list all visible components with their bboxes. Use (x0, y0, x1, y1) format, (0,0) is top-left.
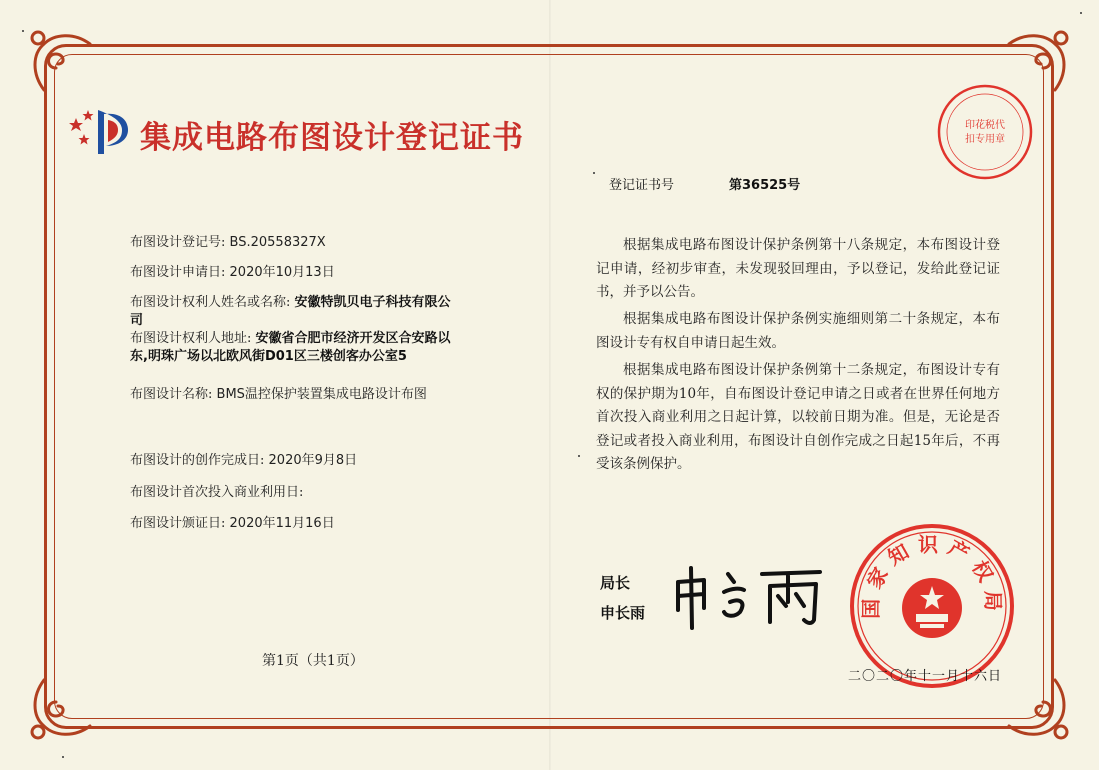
design-name-label: 布图设计名称: (130, 387, 213, 402)
director-title: 局长 (600, 574, 631, 592)
scan-speck (22, 30, 24, 32)
paragraph-effective: 根据集成电路布图设计保护条例实施细则第二十条规定，本布图设计专有权自申请日起生效。 (596, 311, 1000, 351)
address-label: 布图设计权利人地址: (130, 331, 252, 346)
stamp-seal-text: 印花税代扣专用章 (965, 120, 1005, 145)
cert-no-field (609, 174, 801, 193)
scan-speck (1080, 12, 1082, 14)
issue-date-label: 布图设计颁证日: (130, 516, 226, 531)
page-number: 第1页（共1页） (262, 653, 364, 669)
scan-speck (578, 455, 580, 457)
paragraph-registration: 根据集成电路布图设计保护条例第十八条规定，本布图设计登记申请，经初步审查，未发现驳回理由，予以登记，发给此登记证书，并予以公告。 (596, 237, 1000, 300)
director-name: 申长雨 (600, 604, 646, 622)
completion-field (130, 452, 357, 470)
completion-value: 2020年9月8日 (268, 453, 358, 468)
stamp-duty-seal (934, 82, 1036, 182)
address-value: 安徽省合肥市经济开发区合安路以东,明珠广场以北欧风街D01区三楼创客办公室5 (130, 331, 451, 364)
director-signature (670, 562, 830, 632)
paragraph-protection-term: 根据集成电路布图设计保护条例第十二条规定，布图设计专有权的保护期为10年，自布图设计登记申请之日或者在世界任何地方首次投入商业利用之日起计算，以较前日期为准。但是，无论是否登记或者投入商业利用，布图设计自创作完成之日起15年后，不再受该条例保护。 (596, 362, 1000, 472)
apply-date-value: 2020年10月13日 (229, 265, 335, 280)
design-name-field (130, 386, 452, 404)
cert-no-value: 第36525号 (729, 178, 801, 193)
scan-speck (593, 172, 595, 174)
reg-no-label: 布图设计登记号: (130, 235, 226, 250)
corner-ornament-icon (24, 24, 94, 94)
main-seal-text: 国家知识产权局 (858, 532, 1006, 619)
owner-label: 布图设计权利人姓名或名称: (130, 295, 291, 310)
apply-date-field (130, 264, 335, 282)
design-name-value: BMS温控保护装置集成电路设计布图 (216, 387, 427, 402)
national-emblem-icon (902, 578, 962, 638)
reg-no-value: BS.20558327X (229, 235, 326, 250)
ipr-logo-icon (68, 104, 138, 160)
address-field (130, 330, 452, 366)
first-use-label: 布图设计首次投入商业利用日: (130, 485, 304, 500)
apply-date-label: 布图设计申请日: (130, 265, 226, 280)
issue-date-field (130, 515, 335, 533)
corner-ornament-icon (24, 676, 94, 746)
issue-date-bottom: 二〇二〇年十一月十六日 (848, 669, 1003, 684)
first-use-field (130, 484, 303, 502)
certificate-title: 集成电路布图设计登记证书 (140, 120, 524, 156)
issue-date-value: 2020年11月16日 (229, 516, 335, 531)
completion-label: 布图设计的创作完成日: (130, 453, 265, 468)
owner-field (130, 294, 452, 330)
cert-no-label: 登记证书号 (609, 178, 675, 193)
owner-value: 安徽特凯贝电子科技有限公司 (130, 295, 451, 328)
scan-speck (62, 756, 64, 758)
reg-no-field (130, 234, 326, 252)
